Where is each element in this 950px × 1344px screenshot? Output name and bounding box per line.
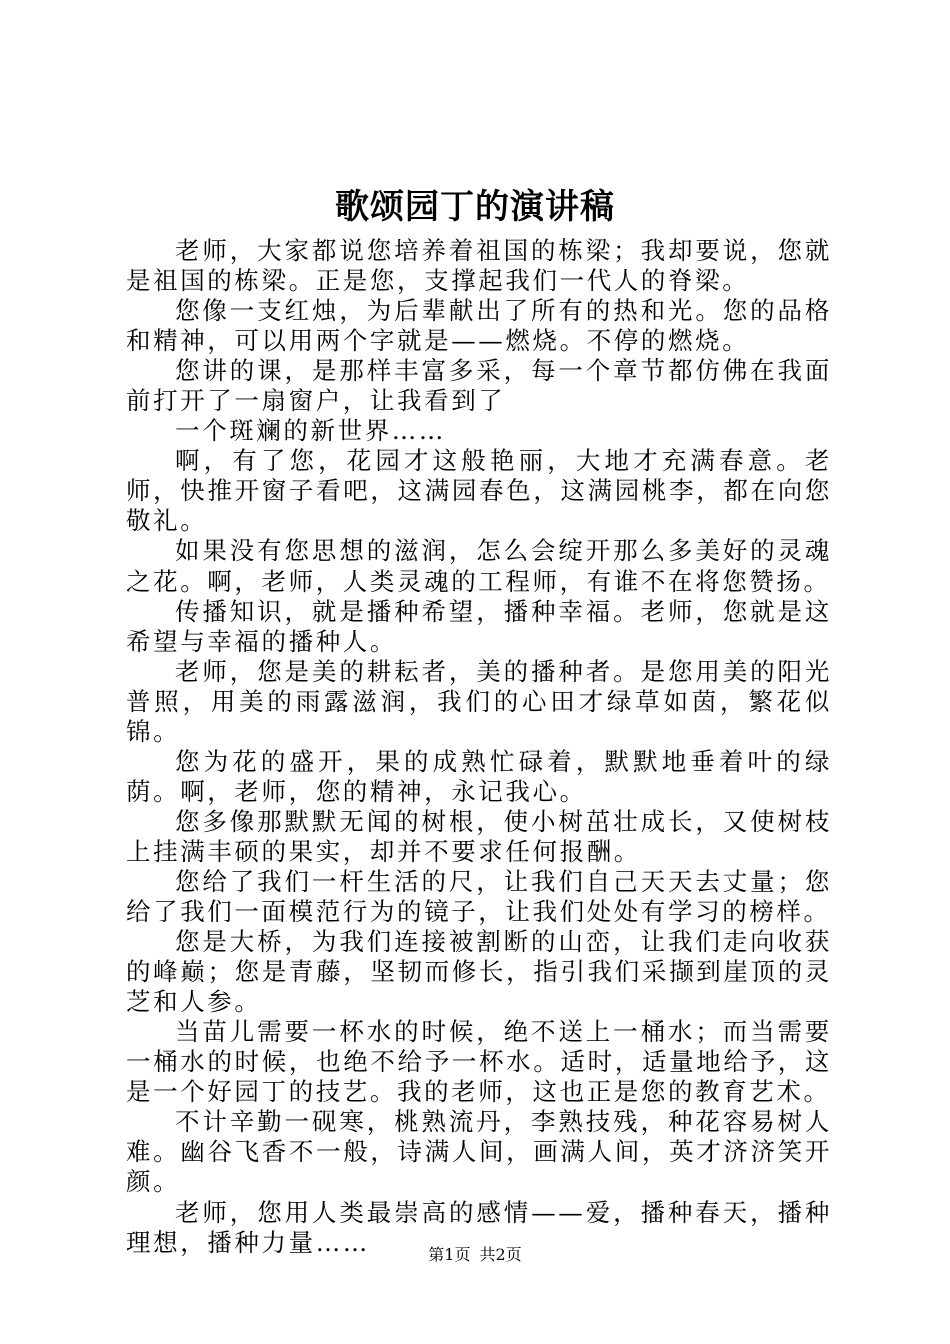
- paragraph: 您讲的课，是那样丰富多采，每一个章节都仿佛在我面前打开了一扇窗户，让我看到了: [126, 356, 832, 416]
- paragraph: 啊，有了您，花园才这般艳丽，大地才充满春意。老师，快推开窗子看吧，这满园春色，这满园桃李，都在向您敬礼。: [126, 446, 832, 536]
- document-body: [126, 236, 832, 1258]
- page-total: 共2页: [479, 1245, 522, 1264]
- paragraph: 当苗儿需要一杯水的时候，绝不送上一桶水；而当需要一桶水的时候，也绝不给予一杯水。适时，适量地给予，这是一个好园丁的技艺。我的老师，这也正是您的教育艺术。: [126, 1017, 832, 1107]
- paragraph: 您多像那默默无闻的树根，使小树茁壮成长，又使树枝上挂满丰硕的果实，却并不要求任何报酬。: [126, 806, 832, 866]
- page-footer: [0, 1244, 950, 1266]
- paragraph: 如果没有您思想的滋润，怎么会绽开那么多美好的灵魂之花。啊，老师，人类灵魂的工程师，有谁不在将您赞扬。: [126, 536, 832, 596]
- paragraph: 传播知识，就是播种希望，播种幸福。老师，您就是这希望与幸福的播种人。: [126, 596, 832, 656]
- paragraph: 老师，您用人类最崇高的感情——爱，播种春天，播种理想，播种力量……: [126, 1197, 832, 1257]
- paragraph: 不计辛勤一砚寒，桃熟流丹，李熟技残，种花容易树人难。幽谷飞香不一般，诗满人间，画满人间，英才济济笑开颜。: [126, 1107, 832, 1197]
- paragraph: 您给了我们一杆生活的尺，让我们自己天天去丈量；您给了我们一面模范行为的镜子，让我们处处有学习的榜样。: [126, 866, 832, 927]
- document-title: 歌颂园丁的演讲稿: [335, 187, 615, 227]
- paragraph: 一个斑斓的新世界……: [175, 416, 446, 446]
- paragraph: 老师，您是美的耕耘者，美的播种者。是您用美的阳光普照，用美的雨露滋润，我们的心田才绿草如茵，繁花似锦。: [126, 656, 832, 746]
- paragraph: 老师，大家都说您培养着祖国的栋梁；我却要说，您就是祖国的栋梁。正是您，支撑起我们一代人的脊梁。: [126, 236, 832, 296]
- page-number: 第1页: [428, 1245, 471, 1264]
- paragraph: 您像一支红烛，为后辈献出了所有的热和光。您的品格和精神，可以用两个字就是——燃烧。不停的燃烧。: [126, 296, 832, 356]
- paragraph: 您为花的盛开，果的成熟忙碌着，默默地垂着叶的绿荫。啊，老师，您的精神，永记我心。: [126, 746, 832, 806]
- paragraph: 您是大桥，为我们连接被割断的山峦，让我们走向收获的峰巅；您是青藤，坚韧而修长，指引我们采撷到崖顶的灵芝和人参。: [126, 927, 832, 1017]
